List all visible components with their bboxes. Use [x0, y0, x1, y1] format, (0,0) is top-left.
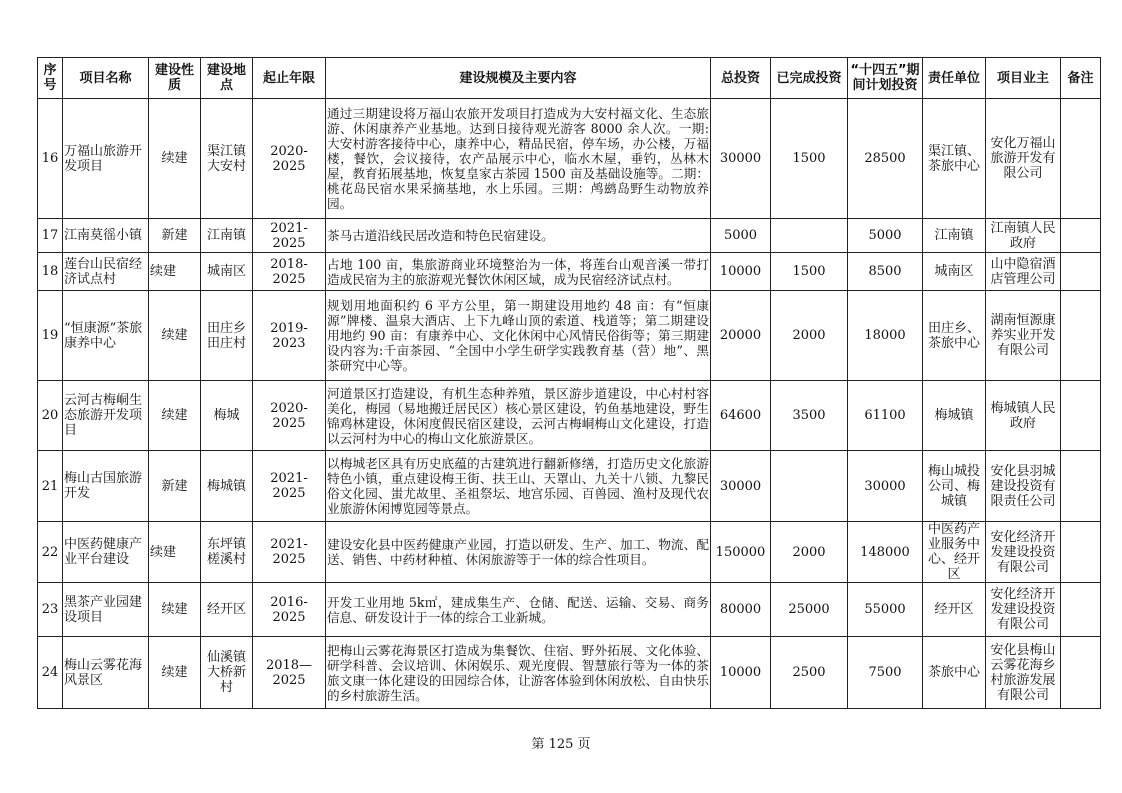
cell-name: 梅山云雾花海风景区	[63, 637, 149, 709]
table-row	[38, 253, 1101, 291]
cell-no: 17	[38, 219, 63, 253]
cell-name: 莲台山民宿经济试点村	[63, 253, 149, 291]
page-number: 第 125 页	[531, 737, 591, 752]
cell-unit: 经开区	[923, 583, 986, 637]
table-row	[38, 291, 1101, 381]
project-table	[37, 57, 1101, 709]
cell-location: 梅城镇	[201, 451, 253, 522]
table-row	[38, 451, 1101, 522]
header-name: 项目名称	[63, 58, 149, 99]
cell-owner: 湖南恒源康养实业开发有限公司	[986, 291, 1061, 381]
cell-unit: 梅山城投公司、梅城镇	[923, 451, 986, 522]
cell-name: 黑茶产业园建设项目	[63, 583, 149, 637]
table-row	[38, 583, 1101, 637]
header-period: 起止年限	[253, 58, 326, 99]
table-row	[38, 637, 1101, 709]
header-note: 备注	[1061, 58, 1101, 99]
cell-no: 20	[38, 381, 63, 451]
cell-note	[1061, 451, 1101, 522]
cell-unit: 城南区	[923, 253, 986, 291]
cell-content: 河道景区打造建设，有机生态种养殖，景区游步道建设，中心村村容美化，梅园（易地搬迁居民区）核心景区建设，钓鱼基地建设，野生锦鸡林建设，休闲度假民宿区建设，云河古梅峒梅山文化建设，打造以云河村为中心的梅山文化旅游景区。	[326, 381, 711, 451]
cell-note	[1061, 583, 1101, 637]
cell-owner: 安化经济开发建设投资有限公司	[986, 522, 1061, 583]
cell-nature: 续建	[149, 291, 201, 381]
cell-nature: 续建	[149, 637, 201, 709]
cell-done: 2000	[771, 522, 848, 583]
cell-owner: 梅城镇人民政府	[986, 381, 1061, 451]
cell-no: 24	[38, 637, 63, 709]
cell-unit: 江南镇	[923, 219, 986, 253]
cell-no: 21	[38, 451, 63, 522]
table-row	[38, 522, 1101, 583]
cell-location: 渠江镇大安村	[201, 99, 253, 219]
cell-done: 2500	[771, 637, 848, 709]
cell-period: 2016-2025	[253, 583, 326, 637]
table-header-row	[38, 58, 1101, 99]
cell-note	[1061, 522, 1101, 583]
cell-nature: 续建	[149, 522, 201, 583]
cell-period: 2021-2025	[253, 451, 326, 522]
cell-content: 开发工业用地 5k㎡，建成集生产、仓储、配送、运输、交易、商务信息、研发设计于一体的综合工业新城。	[326, 583, 711, 637]
cell-total: 150000	[711, 522, 771, 583]
cell-content: 以梅城老区具有历史底蕴的古建筑进行翻新修缮，打造历史文化旅游特色小镇，重点建设梅王街、扶王山、天罩山、九关十八锁、九黎民俗文化园、蚩尤故里、圣祖祭坛、地宫乐园、百兽园、渔村及现代农业旅游休闲博览园等景点。	[326, 451, 711, 522]
cell-done: 2000	[771, 291, 848, 381]
cell-location: 梅城	[201, 381, 253, 451]
header-unit: 责任单位	[923, 58, 986, 99]
cell-done: 3500	[771, 381, 848, 451]
cell-total: 10000	[711, 253, 771, 291]
cell-content: 通过三期建设将万福山农旅开发项目打造成为大安村福文化、生态旅游、休闲康养产业基地。达到日接待观光游客 8000 余人次。一期:大安村游客接待中心，康养中心，精品民宿，停车场，办公楼，万福楼，餐饮，会议接待，农产品展示中心，临水木屋，垂钓，丛林木屋，教育拓展基地，恢复皇家古茶园 1500 亩及基础设施等。二期：桃花岛民宿水果采摘基地，水上乐园。三期：鸬鹚岛野生动物放养园。	[326, 99, 711, 219]
cell-no: 22	[38, 522, 63, 583]
cell-total: 30000	[711, 99, 771, 219]
header-nature: 建设性质	[149, 58, 201, 99]
table-row	[38, 381, 1101, 451]
cell-period: 2018-2025	[253, 253, 326, 291]
cell-name: 云河古梅峒生态旅游开发项目	[63, 381, 149, 451]
cell-nature: 续建	[149, 253, 201, 291]
cell-note	[1061, 291, 1101, 381]
cell-owner: 安化经济开发建设投资有限公司	[986, 583, 1061, 637]
cell-owner: 江南镇人民政府	[986, 219, 1061, 253]
cell-period: 2020-2025	[253, 381, 326, 451]
cell-plan: 28500	[848, 99, 923, 219]
header-done: 已完成投资	[771, 58, 848, 99]
cell-plan: 148000	[848, 522, 923, 583]
cell-done: 25000	[771, 583, 848, 637]
cell-no: 23	[38, 583, 63, 637]
cell-period: 2019-2023	[253, 291, 326, 381]
cell-done: 1500	[771, 253, 848, 291]
cell-plan: 61100	[848, 381, 923, 451]
cell-note	[1061, 253, 1101, 291]
cell-name: 江南莫徭小镇	[63, 219, 149, 253]
cell-total: 10000	[711, 637, 771, 709]
header-no: 序号	[38, 58, 63, 99]
cell-location: 东坪镇槎溪村	[201, 522, 253, 583]
cell-note	[1061, 637, 1101, 709]
cell-unit: 渠江镇、茶旅中心	[923, 99, 986, 219]
cell-unit: 梅城镇	[923, 381, 986, 451]
cell-no: 16	[38, 99, 63, 219]
cell-nature: 续建	[149, 99, 201, 219]
cell-total: 80000	[711, 583, 771, 637]
cell-name: “恒康源”茶旅康养中心	[63, 291, 149, 381]
cell-owner: 安化县羽城建设投资有限责任公司	[986, 451, 1061, 522]
cell-total: 64600	[711, 381, 771, 451]
cell-total: 5000	[711, 219, 771, 253]
cell-no: 19	[38, 291, 63, 381]
cell-nature: 新建	[149, 219, 201, 253]
cell-name: 万福山旅游开发项目	[63, 99, 149, 219]
cell-name: 中医药健康产业平台建设	[63, 522, 149, 583]
header-plan: “十四五”期间计划投资	[848, 58, 923, 99]
cell-note	[1061, 219, 1101, 253]
cell-period: 2021-2025	[253, 522, 326, 583]
cell-content: 建设安化县中医药健康产业园，打造以研发、生产、加工、物流、配送、销售、中药材种植、休闲旅游等于一体的综合性项目。	[326, 522, 711, 583]
cell-unit: 茶旅中心	[923, 637, 986, 709]
cell-no: 18	[38, 253, 63, 291]
cell-owner: 安化县梅山云雾花海乡村旅游发展有限公司	[986, 637, 1061, 709]
cell-total: 30000	[711, 451, 771, 522]
cell-plan: 5000	[848, 219, 923, 253]
cell-note	[1061, 381, 1101, 451]
cell-done	[771, 219, 848, 253]
cell-plan: 18000	[848, 291, 923, 381]
cell-nature: 新建	[149, 451, 201, 522]
cell-plan: 7500	[848, 637, 923, 709]
cell-owner: 安化万福山旅游开发有限公司	[986, 99, 1061, 219]
cell-content: 规划用地面积约 6 平方公里，第一期建设用地约 48 亩：有“恒康源”牌楼、温泉大酒店、上下九峰山顶的索道、栈道等；第二期建设用地约 90 亩：有康养中心、文化休闲中心风情民俗街等；第三期建设内容为:千亩茶园、“全国中小学生研学实践教育基（营）地”、黑茶研究中心等。	[326, 291, 711, 381]
cell-note	[1061, 99, 1101, 219]
table-row	[38, 219, 1101, 253]
cell-done	[771, 451, 848, 522]
cell-location: 城南区	[201, 253, 253, 291]
header-total: 总投资	[711, 58, 771, 99]
table-row	[38, 99, 1101, 219]
cell-unit: 中医药产业服务中心、经开区	[923, 522, 986, 583]
cell-location: 江南镇	[201, 219, 253, 253]
cell-done: 1500	[771, 99, 848, 219]
cell-plan: 55000	[848, 583, 923, 637]
cell-content: 茶马古道沿线民居改造和特色民宿建设。	[326, 219, 711, 253]
cell-location: 仙溪镇大桥新村	[201, 637, 253, 709]
header-content: 建设规模及主要内容	[326, 58, 711, 99]
cell-content: 占地 100 亩，集旅游商业环境整治为一体，将莲台山观音溪一带打造成民宿为主的旅游观光餐饮休闲区域，成为民宿经济试点村。	[326, 253, 711, 291]
cell-nature: 续建	[149, 583, 201, 637]
cell-plan: 8500	[848, 253, 923, 291]
cell-period: 2020-2025	[253, 99, 326, 219]
cell-location: 经开区	[201, 583, 253, 637]
header-owner: 项目业主	[986, 58, 1061, 99]
cell-content: 把梅山云雾花海景区打造成为集餐饮、住宿、野外拓展、文化体验、研学科普、会议培训、休闲娱乐、观光度假、智慧旅行等为一体的茶旅文康一体化建设的田园综合体，让游客体验到休闲放松、自由快乐的乡村旅游生活。	[326, 637, 711, 709]
cell-location: 田庄乡田庄村	[201, 291, 253, 381]
header-location: 建设地点	[201, 58, 253, 99]
cell-period: 2018—2025	[253, 637, 326, 709]
cell-total: 20000	[711, 291, 771, 381]
cell-nature: 续建	[149, 381, 201, 451]
cell-owner: 山中隐宿酒店管理公司	[986, 253, 1061, 291]
cell-period: 2021-2025	[253, 219, 326, 253]
cell-name: 梅山古国旅游开发	[63, 451, 149, 522]
cell-plan: 30000	[848, 451, 923, 522]
cell-unit: 田庄乡、茶旅中心	[923, 291, 986, 381]
